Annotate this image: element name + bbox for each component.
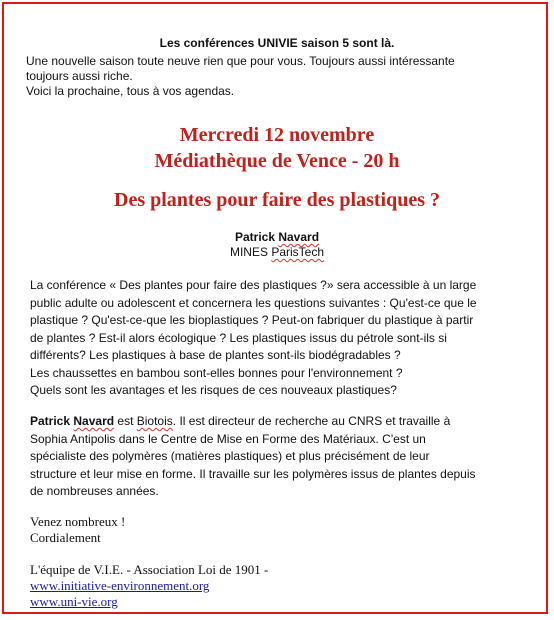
description-line: différents? Les plastiques à base de plantes sont-ils biodégradables ? xyxy=(30,348,401,362)
bio-line: structure et leur mise en forme. Il travaille sur les polymères issus de plantes depuis xyxy=(30,466,476,481)
link-uni-vie[interactable]: www.uni-vie.org xyxy=(30,594,118,609)
description-line: de plantes ? Est-il alors écologique ? Les plastiques issus du pétrole sont-ils si xyxy=(30,330,447,345)
bio-name-last: Navard xyxy=(73,414,115,428)
bio-line: Sophia Antipolis dans le Centre de Mise en Forme des Matériaux. C'est un xyxy=(30,431,426,446)
description-line: public adulte ou adolescent et concernera les questions suivantes : Qu'est-ce que le xyxy=(30,295,477,310)
bio-line xyxy=(30,413,536,431)
intro-line: Voici la prochaine, tous à vos agendas. xyxy=(26,84,235,98)
intro-line: Une nouvelle saison toute neuve rien que pour vous. Toujours aussi intéressante xyxy=(26,54,455,68)
affiliation-mines: MINES xyxy=(229,245,268,259)
signature-line: L'équipe de V.I.E. - Association Loi de 1901 - xyxy=(30,562,269,577)
closing-block xyxy=(30,514,268,610)
bio-line: spécialiste des polymères (matières plastiques) et plus précisément de leur xyxy=(30,449,430,463)
speaker-affiliation xyxy=(4,245,550,260)
speaker-first-name: Patrick xyxy=(234,230,275,244)
description-line: Les chaussettes en bambou sont-elles bonnes pour l'environnement ? xyxy=(30,365,403,380)
announcement-header: Les conférences UNIVIE saison 5 sont là. xyxy=(159,36,395,50)
event-date: Mercredi 12 novembre xyxy=(179,124,375,146)
description-paragraph xyxy=(30,277,536,400)
speaker-last-name: Navard xyxy=(278,230,320,244)
description-line: Quels sont les avantages et les risques de ces nouveaux plastiques? xyxy=(30,383,397,397)
description-line: plastique ? Qu'est-ce-que les bioplastiques ? Peut-on fabriquer du plastique à partir xyxy=(30,313,474,327)
speaker-block xyxy=(4,230,550,260)
event-title: Des plantes pour faire des plastiques ? xyxy=(114,189,440,211)
link-initiative-environnement[interactable]: www.initiative-environnement.org xyxy=(30,578,210,593)
intro-line: toujours aussi riche. xyxy=(26,69,133,83)
bio-line-end: . Il est directeur de recherche au CNRS et travaille à xyxy=(172,414,451,428)
document-frame xyxy=(2,2,548,614)
bio-line-mid: est xyxy=(114,414,137,428)
closing-line: Cordialement xyxy=(30,530,101,545)
bio-word-biotois: Biotois xyxy=(136,414,173,428)
speaker-name xyxy=(4,230,550,245)
closing-line: Venez nombreux ! xyxy=(30,514,126,529)
bio-line: de nombreuses années. xyxy=(30,484,159,498)
description-line: La conférence « Des plantes pour faire des plastiques ?» sera accessible à un large xyxy=(30,278,477,292)
bio-paragraph xyxy=(30,413,536,501)
affiliation-paristech: ParisTech xyxy=(271,245,325,259)
bio-name-first: Patrick xyxy=(30,414,71,428)
event-place: Médiathèque de Vence - 20 h xyxy=(154,150,400,172)
intro-block xyxy=(26,54,536,99)
